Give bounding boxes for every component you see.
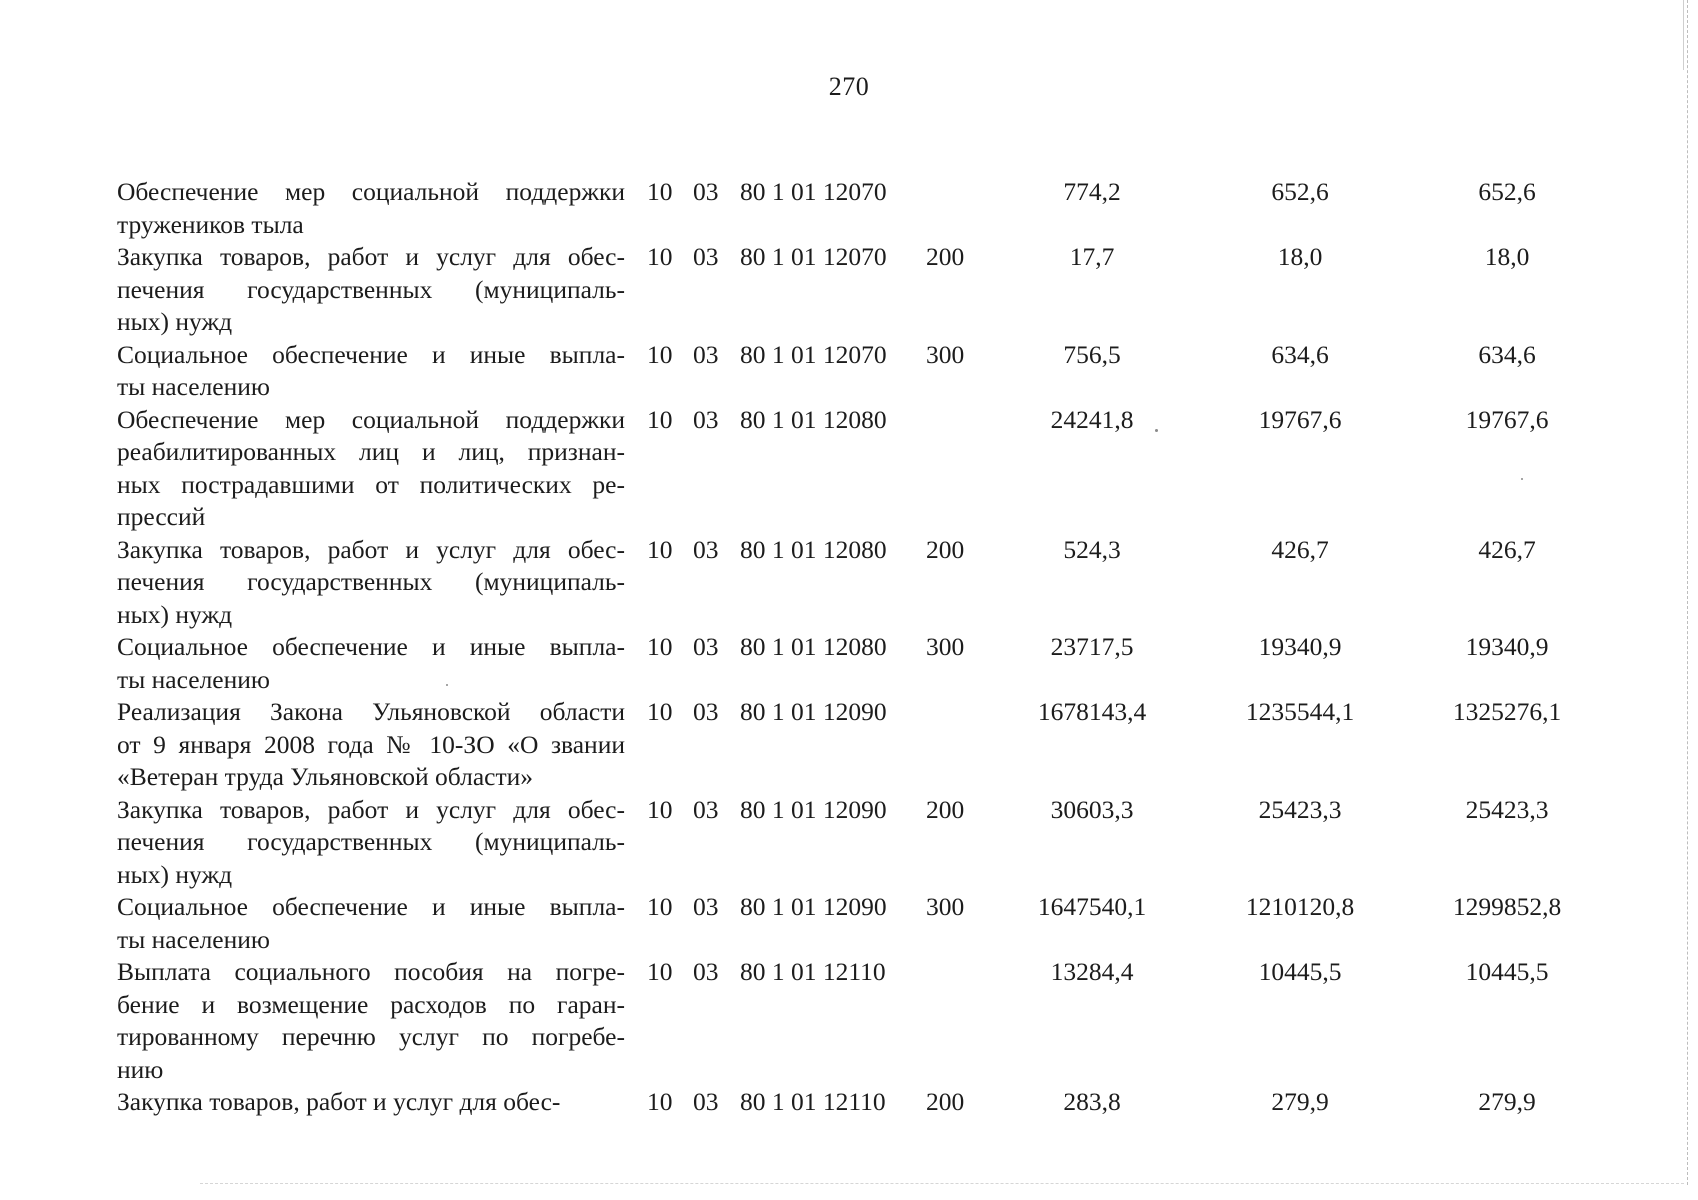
expense-type-code: 300 — [926, 892, 965, 921]
amount-year-2: 25423,3 — [1258, 794, 1342, 824]
section-code: 10 — [647, 339, 673, 369]
amount-year-1: 30603,3 — [1050, 794, 1134, 824]
amount-year-1: 17,7 — [1069, 242, 1115, 271]
table-row — [117, 1086, 1557, 1119]
amount-year-3: 652,6 — [1478, 177, 1536, 206]
description-line: реабилитированных лиц и лиц, признан- — [117, 437, 625, 466]
subsection-code: 03 — [693, 339, 719, 369]
table-row — [117, 891, 1562, 956]
target-article-code: 80 1 01 12080 — [740, 404, 887, 434]
target-article-code: 80 1 01 12080 — [740, 632, 887, 661]
amount-year-3: 25423,3 — [1465, 794, 1549, 824]
description-line: от 9 января 2008 года № 10-ЗО «О звании — [117, 729, 625, 759]
description-line: ты населению — [117, 924, 270, 954]
expense-type-code: 200 — [926, 534, 965, 564]
amount-year-3: 279,9 — [1478, 1087, 1536, 1116]
amount-year-2: 19340,9 — [1258, 632, 1342, 661]
budget-table — [117, 176, 1562, 1119]
description-line: ных) нужд — [117, 859, 233, 889]
section-code: 10 — [647, 697, 673, 726]
target-article-code: 80 1 01 12070 — [740, 242, 887, 271]
section-code: 10 — [647, 1087, 673, 1116]
section-code: 10 — [647, 534, 673, 564]
row-description — [117, 534, 625, 632]
subsection-code: 03 — [693, 177, 719, 206]
subsection-code: 03 — [693, 534, 719, 564]
section-code: 10 — [647, 957, 673, 986]
target-article-code: 80 1 01 12110 — [740, 1087, 886, 1116]
row-description — [117, 696, 625, 794]
scan-bottom-line — [200, 1183, 1684, 1185]
scan-speck — [1155, 429, 1158, 432]
amount-year-2: 19767,6 — [1258, 404, 1342, 434]
section-code: 10 — [647, 404, 673, 434]
description-line: бение и возмещение расходов по гаран- — [117, 989, 625, 1019]
description-line: печения государственных (муниципаль- — [117, 274, 625, 304]
subsection-code: 03 — [693, 892, 719, 921]
amount-year-1: 24241,8 — [1050, 404, 1134, 434]
table-row — [117, 176, 1557, 241]
amount-year-1: 1678143,4 — [1037, 697, 1147, 726]
scan-edge-line — [1685, 0, 1688, 1185]
description-line: Закупка товаров, работ и услуг для обес- — [117, 1087, 561, 1116]
section-code: 10 — [647, 632, 673, 661]
row-description — [117, 176, 625, 241]
amount-year-1: 1647540,1 — [1037, 892, 1147, 921]
description-line: ты населению — [117, 372, 270, 401]
amount-year-2: 279,9 — [1271, 1087, 1329, 1116]
row-description — [117, 339, 625, 404]
amount-year-3: 10445,5 — [1465, 957, 1549, 986]
description-line: Выплата социального пособия на погре- — [117, 957, 625, 986]
amount-year-2: 426,7 — [1271, 534, 1329, 564]
row-description — [117, 1086, 625, 1119]
target-article-code: 80 1 01 12070 — [740, 339, 887, 369]
expense-type-code: 300 — [926, 632, 965, 661]
amount-year-3: 18,0 — [1484, 242, 1530, 271]
expense-type-code: 300 — [926, 339, 965, 369]
subsection-code: 03 — [693, 404, 719, 434]
amount-year-1: 13284,4 — [1050, 957, 1134, 986]
amount-year-3: 634,6 — [1478, 339, 1536, 369]
section-code: 10 — [647, 892, 673, 921]
amount-year-3: 19340,9 — [1465, 632, 1549, 661]
subsection-code: 03 — [693, 697, 719, 726]
row-description — [117, 956, 625, 1086]
table-row — [117, 241, 1557, 339]
amount-year-1: 283,8 — [1063, 1087, 1121, 1116]
amount-year-3: 19767,6 — [1465, 404, 1549, 434]
table-row — [117, 534, 1557, 632]
description-line: Социальное обеспечение и иные выпла- — [117, 339, 625, 369]
expense-type-code: 200 — [926, 794, 965, 824]
amount-year-2: 1235544,1 — [1245, 697, 1355, 726]
target-article-code: 80 1 01 12110 — [740, 957, 886, 986]
section-code: 10 — [647, 177, 673, 206]
description-line: «Ветеран труда Ульяновской области» — [117, 762, 534, 791]
table-row — [117, 339, 1557, 404]
description-line: Социальное обеспечение и иные выпла- — [117, 632, 625, 661]
subsection-code: 03 — [693, 632, 719, 661]
subsection-code: 03 — [693, 794, 719, 824]
target-article-code: 80 1 01 12090 — [740, 892, 887, 921]
description-line: ных пострадавшими от политических ре- — [117, 469, 625, 499]
amount-year-2: 1210120,8 — [1245, 892, 1355, 921]
row-description — [117, 404, 625, 534]
description-line: Закупка товаров, работ и услуг для обес- — [117, 794, 625, 824]
description-line: Закупка товаров, работ и услуг для обес- — [117, 534, 625, 564]
scan-edge-mark — [1681, 0, 1684, 70]
amount-year-1: 524,3 — [1063, 534, 1121, 564]
description-line: Обеспечение мер социальной поддержки — [117, 404, 625, 434]
expense-type-code: 200 — [926, 1087, 965, 1116]
row-description — [117, 794, 625, 892]
table-row — [117, 794, 1557, 892]
row-description — [117, 631, 625, 696]
amount-year-1: 756,5 — [1063, 339, 1121, 369]
subsection-code: 03 — [693, 242, 719, 271]
description-line: ных) нужд — [117, 307, 233, 336]
description-line: тружеников тыла — [117, 209, 304, 239]
description-line: Социальное обеспечение и иные выпла- — [117, 892, 625, 921]
table-row — [117, 696, 1562, 794]
description-line: ных) нужд — [117, 599, 233, 629]
target-article-code: 80 1 01 12070 — [740, 177, 887, 206]
description-line: ты населению — [117, 664, 270, 694]
description-line: Обеспечение мер социальной поддержки — [117, 177, 625, 206]
table-row — [117, 404, 1557, 534]
description-line: тированному перечню услуг по погребе- — [117, 1022, 625, 1051]
target-article-code: 80 1 01 12090 — [740, 794, 887, 824]
page-number: 270 — [828, 72, 870, 101]
table-row — [117, 631, 1557, 696]
subsection-code: 03 — [693, 957, 719, 986]
target-article-code: 80 1 01 12080 — [740, 534, 887, 564]
row-description — [117, 891, 625, 956]
expense-type-code: 200 — [926, 242, 965, 271]
section-code: 10 — [647, 242, 673, 271]
description-line: прессий — [117, 502, 206, 531]
amount-year-2: 18,0 — [1277, 242, 1323, 271]
scan-speck — [446, 684, 448, 686]
amount-year-3: 1299852,8 — [1452, 892, 1562, 921]
table-row — [117, 956, 1557, 1086]
scan-speck — [1521, 478, 1523, 480]
amount-year-1: 23717,5 — [1050, 632, 1134, 661]
description-line: Реализация Закона Ульяновской области — [117, 697, 625, 726]
description-line: нию — [117, 1054, 164, 1084]
row-description — [117, 241, 625, 339]
subsection-code: 03 — [693, 1087, 719, 1116]
amount-year-2: 634,6 — [1271, 339, 1329, 369]
description-line: Закупка товаров, работ и услуг для обес- — [117, 242, 625, 271]
amount-year-2: 10445,5 — [1258, 957, 1342, 986]
description-line: печения государственных (муниципаль- — [117, 567, 625, 596]
amount-year-2: 652,6 — [1271, 177, 1329, 206]
amount-year-1: 774,2 — [1063, 177, 1121, 206]
section-code: 10 — [647, 794, 673, 824]
amount-year-3: 1325276,1 — [1452, 697, 1562, 726]
target-article-code: 80 1 01 12090 — [740, 697, 887, 726]
description-line: печения государственных (муниципаль- — [117, 827, 625, 856]
amount-year-3: 426,7 — [1478, 534, 1536, 564]
